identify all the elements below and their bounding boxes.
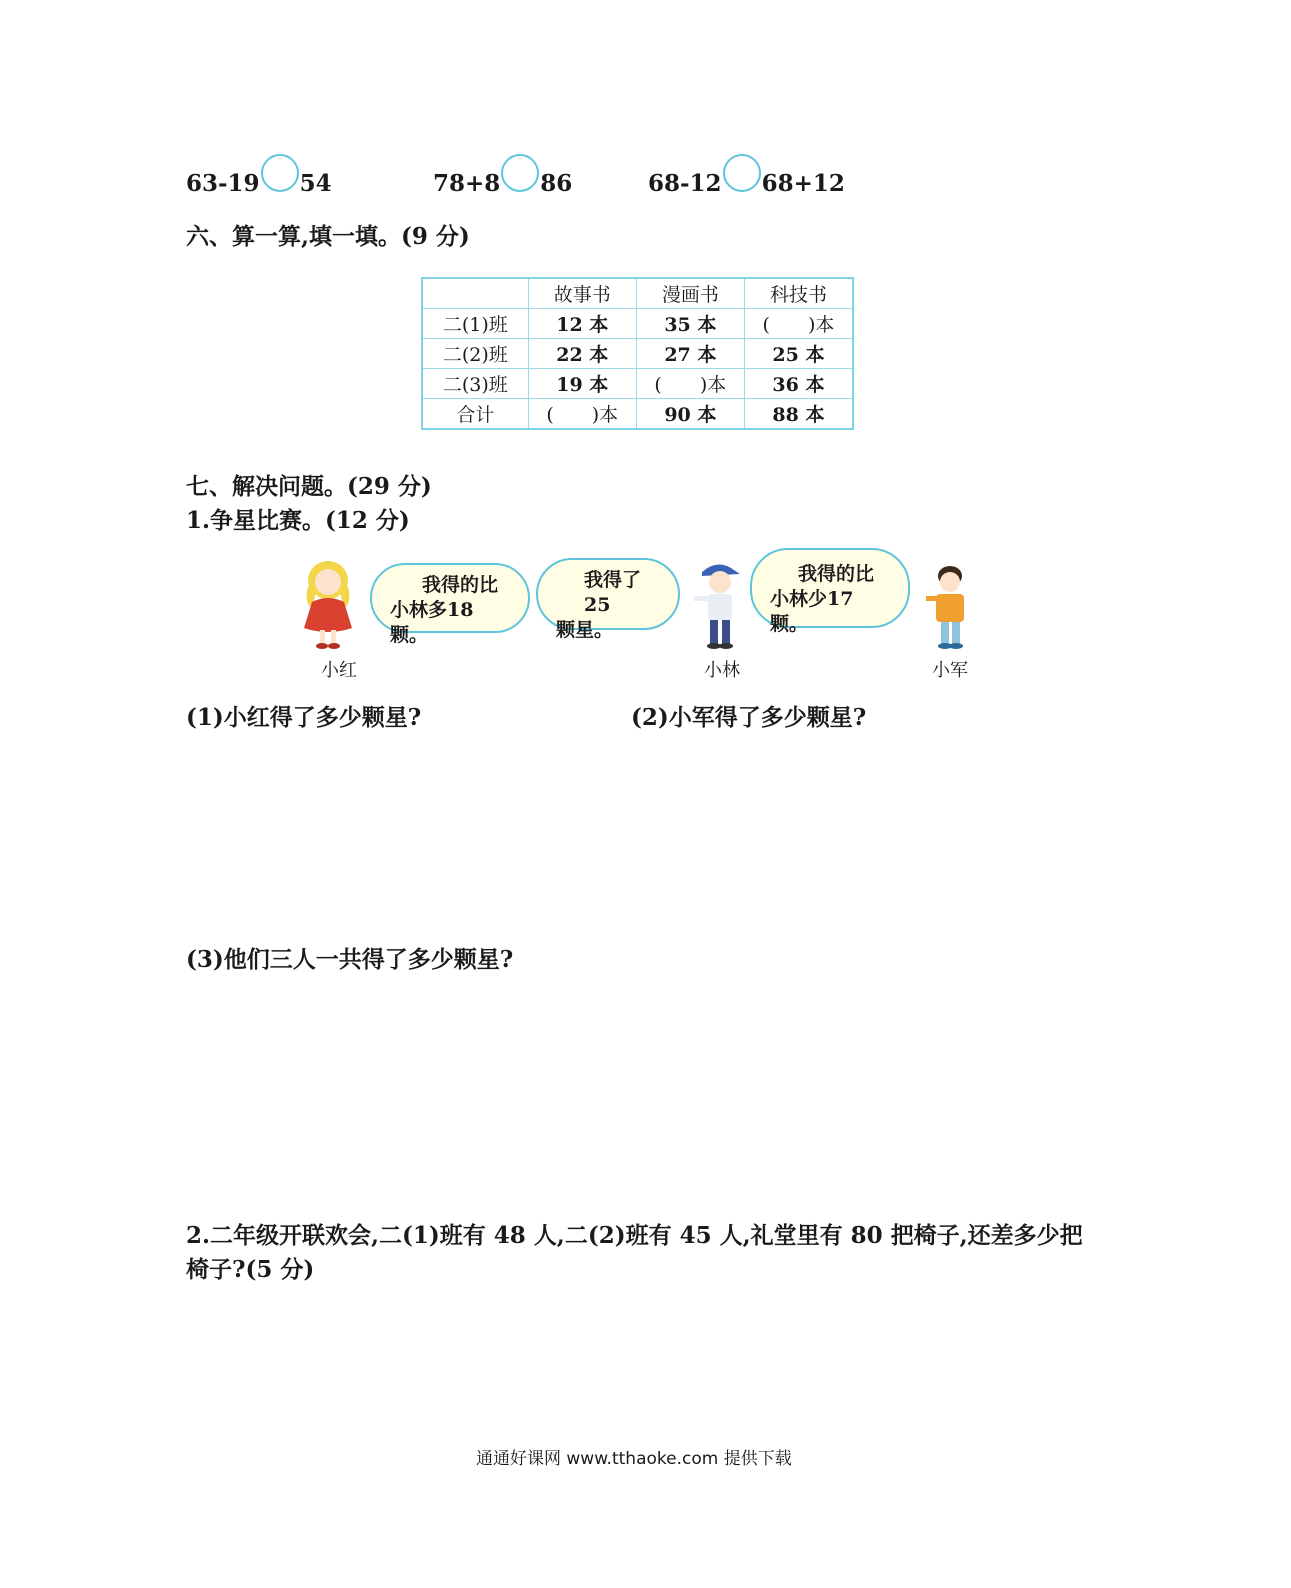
answer-circle[interactable] (261, 154, 299, 192)
table-cell: 35 本 (636, 309, 744, 339)
boy-xiaolin-icon (690, 556, 746, 652)
table-cell: 12 本 (528, 309, 636, 339)
table-cell: 36 本 (744, 369, 853, 399)
compare-item (433, 164, 572, 202)
character-name: 小军 (932, 660, 968, 681)
compare-right: 54 (299, 169, 332, 197)
sub-question-1: (1)小红得了多少颗星? (186, 704, 422, 731)
speech-bubble (750, 548, 910, 635)
table-cell: 88 本 (744, 399, 853, 430)
question-1-title: 1.争星比赛。(12 分) (186, 507, 410, 534)
table-cell: 19 本 (528, 369, 636, 399)
question-2-line-2: 椅子?(5 分) (186, 1256, 315, 1283)
answer-circle[interactable] (723, 154, 761, 192)
table-header-cell: 科技书 (744, 278, 853, 309)
answer-circle[interactable] (501, 154, 539, 192)
girl-xiaohong-icon (298, 558, 358, 650)
table-header-cell: 故事书 (528, 278, 636, 309)
character-name: 小林 (704, 660, 740, 681)
table-cell: 合计 (422, 399, 528, 430)
compare-left: 68-12 (648, 169, 722, 197)
table-row (422, 309, 853, 339)
bubble-line: 颗星。 (556, 619, 614, 641)
table-header-cell (422, 278, 528, 309)
table-row (422, 339, 853, 369)
table-cell: 二(3)班 (422, 369, 528, 399)
table-blank-cell[interactable]: ( )本 (528, 399, 636, 430)
table-cell: 二(1)班 (422, 309, 528, 339)
table-cell: 25 本 (744, 339, 853, 369)
table-row (422, 369, 853, 399)
bubble-line: 小林少17颗。 (770, 588, 854, 635)
compare-item (648, 164, 845, 202)
table-blank-cell[interactable]: ( )本 (636, 369, 744, 399)
section-7-title: 七、解决问题。(29 分) (186, 473, 432, 500)
compare-left: 78+8 (433, 169, 501, 197)
bubble-line: 我得了25 (584, 569, 642, 616)
sub-question-2: (2)小军得了多少颗星? (631, 704, 867, 731)
footer-text: 通通好课网 www.tthaoke.com 提供下载 (476, 1449, 792, 1469)
table-cell: 二(2)班 (422, 339, 528, 369)
compare-right: 86 (540, 169, 573, 197)
question-2-line-1: 2.二年级开联欢会,二(1)班有 48 人,二(2)班有 45 人,礼堂里有 80 把椅子,还差多少把 (186, 1222, 1083, 1249)
character-name: 小红 (321, 660, 357, 681)
bubble-line: 我得的比 (422, 574, 499, 596)
table-row (422, 399, 853, 430)
table-header-row (422, 278, 853, 309)
table-cell: 22 本 (528, 339, 636, 369)
compare-item (186, 164, 332, 202)
section-6-title: 六、算一算,填一填。(9 分) (186, 223, 470, 250)
table-cell: 90 本 (636, 399, 744, 430)
compare-left: 63-19 (186, 169, 260, 197)
speech-bubble (536, 558, 680, 641)
sub-question-3: (3)他们三人一共得了多少颗星? (186, 946, 514, 973)
bubble-line: 我得的比 (798, 563, 875, 585)
table-cell: 27 本 (636, 339, 744, 369)
table-blank-cell[interactable]: ( )本 (744, 309, 853, 339)
bubble-line: 小林多18颗。 (390, 599, 474, 646)
speech-bubble (370, 563, 530, 646)
boy-xiaojun-icon (920, 560, 976, 652)
compare-right: 68+12 (761, 169, 845, 197)
book-table (421, 277, 854, 430)
table-header-cell: 漫画书 (636, 278, 744, 309)
